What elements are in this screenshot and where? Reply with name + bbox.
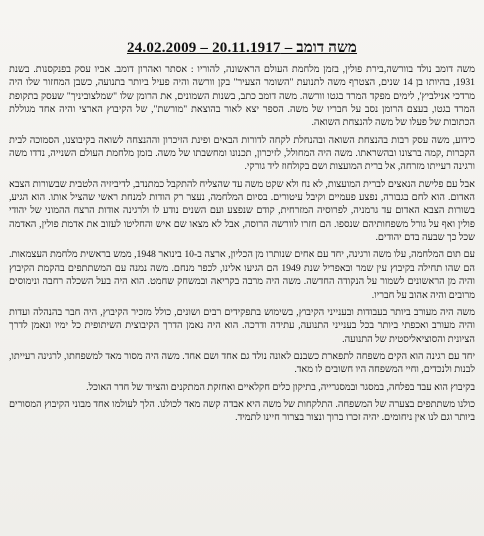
paragraph: יחד עם רגינה הוא הקים משפחה לתפארת כשבנם לאונה נולד גם אחד ושם אחד. משה היה מסור מאד למשפחתו, לרגינה רעייתו, לבנות ולנכדים, וחיי המשפחה היו חשובים לו מאד. (9, 350, 475, 376)
paragraph: משה היה מעורב ביותר בעבודות ובענייני הקיבוץ, בשימוש בתפקידים רבים ושונים, כולל מזכיר הקיבוץ, היה חבר בהנהלה ועדות והיה מעורב ואכפתי ביותר בכל בענייני התנועה, עתידה ודרכה. הוא היה נאמן הדרך הקיבוצית השיתופית כל ימיו ונאמן לדרך הציונית והסוציאליסטית של התנועה. (9, 306, 475, 345)
paragraph: משה דומב נולד בוורשה,בירת פולין, בזמן מלחמת העולם הראשונה, להוריו : אסתר ואהרון דומב. אביו עסק בפנקסנות. בשנת 1931, בהיותו בן 14 שנים, הצטרף משה לתנועת "השומר הצעיר" בקן וורשה והיה פעיל ביותר בתנועה, כשבן המחזור שלו היה מרדכי אנילביץ', לימים מפקד המרד בגטו וורשה. משה דומב כתב, בשנות השמונים, את הרומן שלו "שמלצוביניך" שעסק בתקופת המרד בגטו, בעצם הרומן נסב על חבריו של משה. הספר יצא לאור בהוצאת "מורשת", של הקיבוץ הארצי והיה אחד מגוללת הכתובות של פעלו של משה להנצחת השואה. (9, 64, 475, 129)
paragraph: עם תום המלחמה, עלו משה ורגינה, יחד עם אחים שנותרו מן הכליון, ארצה ב-10 בינואר 1948, ממש בראשית מלחמת העצמאות. הם שהו תחילה בקיבוץ עין שמר ובאפריל שנת 1949 הם הגיעו אלינו, לכפר מנחם. משה נמנה עם המשתתפים בהקמת הקיבוץ והיה מן הראשונים לשמור על הנקודה החדשה. משה היה מרבה בקריאה ובמשחק שחמט. הוא היה בעל השכלה רחבה ונימוסים מרובים והיה אהוב על חבריו. (9, 249, 475, 301)
paragraph: בקיבוץ הוא עבד בפלחה, במסגר ובמסגרייה, בתיקון כלים חקלאיים ואחזקת המתקנים והציוד של חדר האוכל. (86, 381, 475, 393)
page-title: משה דומב – 20.11.1917 – 24.02.2009 (126, 40, 358, 56)
paragraph: אבל עם פלישת הנאצים לברית המועצות, לא נח ולא שקט משה עד שהצליח להתקבל כמתנדב, לדיביזיה הלטבית שבשורות הצבא האדום. הוא לחם בגבורה, נפצע פעמיים וקיבל עיטורים. בסיום המלחמה, נעצר רק הודות למנחת ראשי שהציל אותו. הוא הגיע, בשורות הצבא האדום עד גרמניה, לפרוסיה המזרחית, קודם שנפצע ועם השנים נודע לו ולרגינה אודות הרצח ההמוני של יהודי פולין ואף על גורל משפחותיהם שנספו. הם חזרו לוורשה הרוסה, אבל לא מצאו שם איש והחליטו לעזוב את אדמת פולין, האדמה שכל כך שבעה בדם יהודים. (9, 178, 475, 244)
paragraph: כידוע, משה עסק רבות בהנצחת השואה ובהנחלת לקחה לדורות הבאים ופינת הזיכרון וההנצחה לשואה בקיבוצנו, הסמוכה לבית הקברות ,קמה ברצונו ובהשראתו. משה היה המחולל, לזיכרון, תכנונו ומחשבתו של משה. בזמן מלחמת העולם השנייה, נדדו משה ורגינה רעייתו מזרחה, אל ברית המועצות ושם בקולחוז ליד גורקי. (9, 134, 475, 173)
document-body (9, 63, 475, 528)
paragraph: כולנו משתתפים בצערה של המשפחה. התלקחות של משה היא אבדה קשה מאד לכולנו. הלך לעולמו אחד מבוני הקיבוץ המסורים ביותר וגם לנו אין ניחומים. יהיה זכרו ברוך ונצור בצרור חיינו לתמיד. (9, 398, 475, 424)
